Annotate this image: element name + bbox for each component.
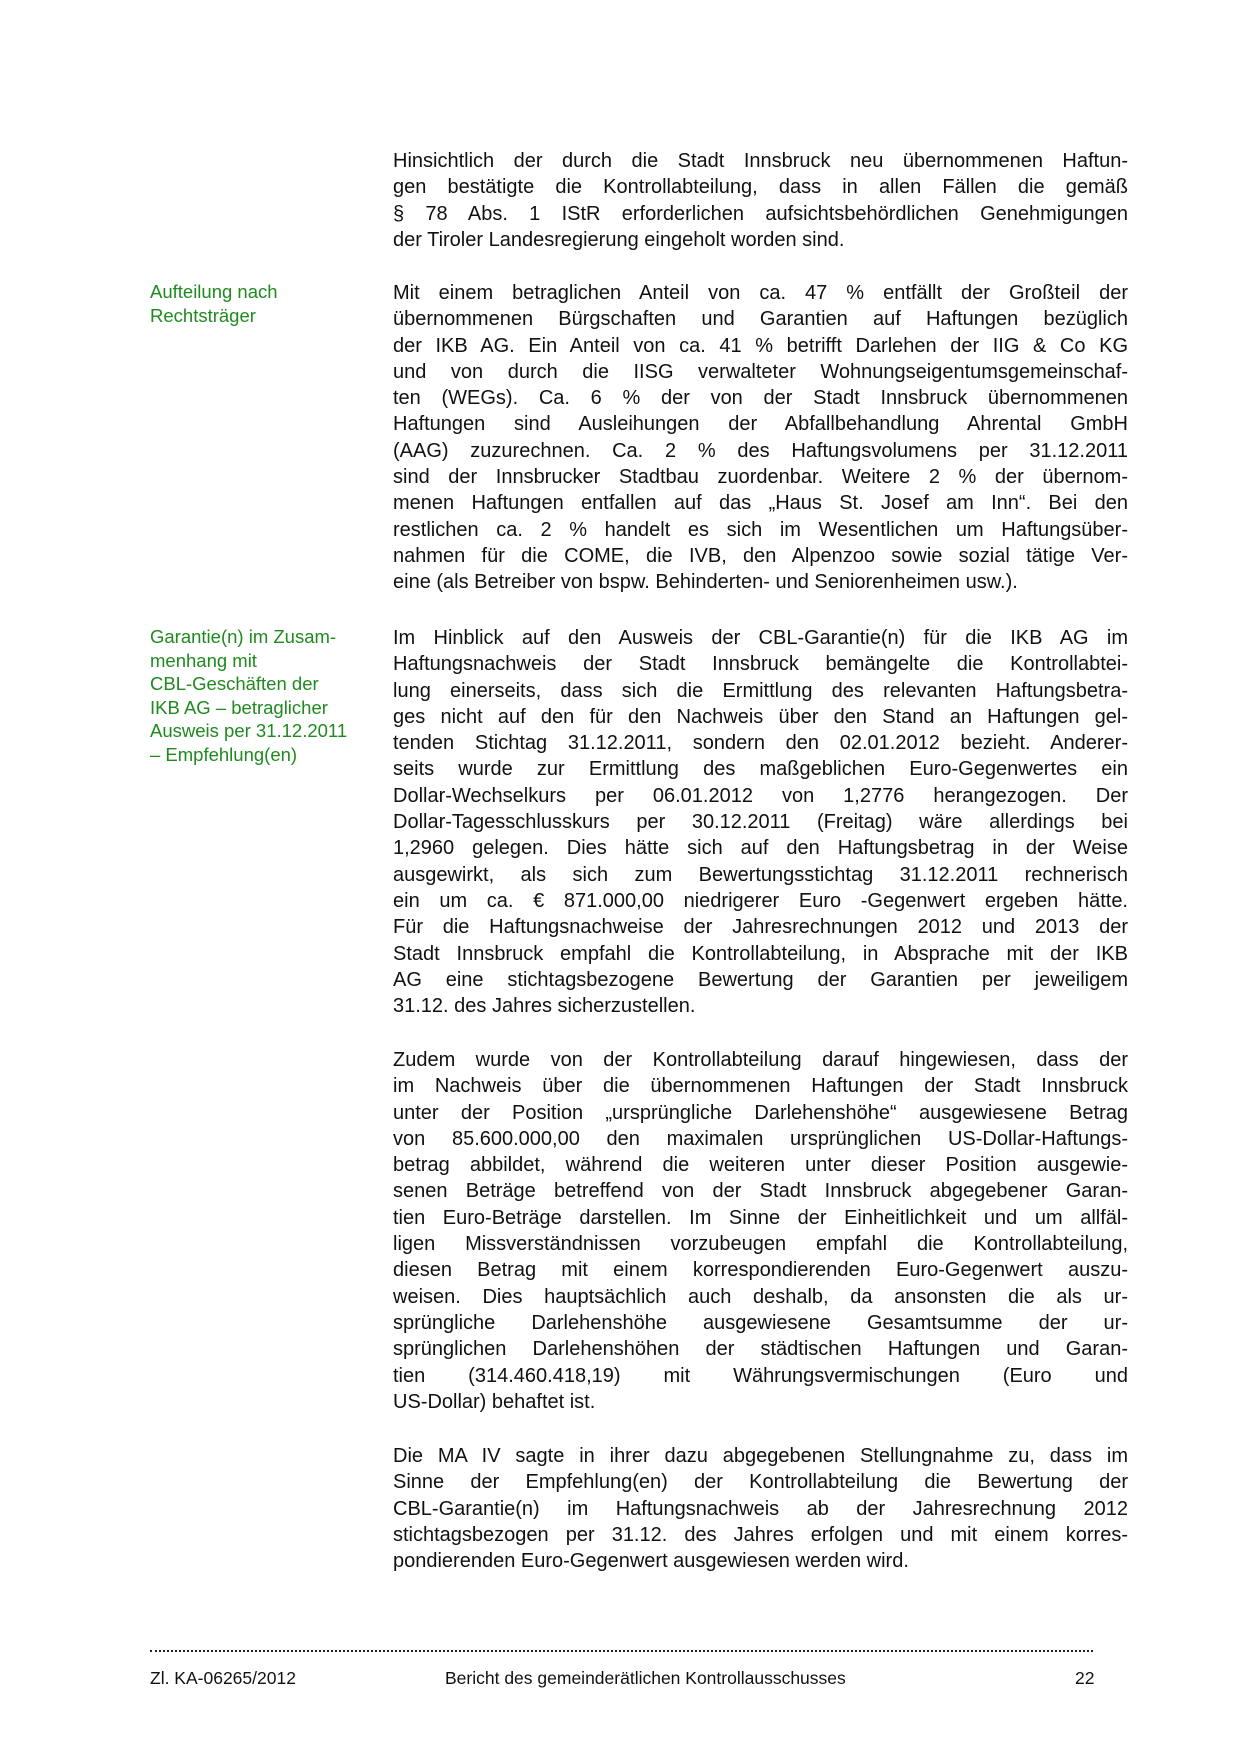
- sidenote-cbl-garantie: [150, 625, 380, 767]
- text-line: Hinsichtlich der durch die Stadt Innsbruck neu übernommenen Haftun-: [393, 150, 1128, 172]
- sidenote-line: Rechtsträger: [150, 304, 256, 326]
- sidenote-line: CBL-Geschäften der: [150, 673, 319, 695]
- text-line: ligen Missverständnissen vorzubeugen empfahl die Kontrollabteilung,: [393, 1233, 1128, 1256]
- paragraph-stellungnahme: [393, 1443, 1128, 1574]
- text-line: im Nachweis über die übernommenen Haftungen der Stadt Innsbruck: [393, 1075, 1128, 1098]
- text-line: nahmen für die COME, die IVB, den Alpenzoo sowie sozial tätige Ver-: [393, 544, 1128, 567]
- text-line: Haftungen sind Ausleihungen der Abfallbehandlung Ahrental GmbH: [393, 413, 1128, 436]
- text-line: Zudem wurde von der Kontrollabteilung darauf hingewiesen, dass der: [393, 1049, 1128, 1071]
- text-line: senen Beträge betreffend von der Stadt Innsbruck abgegebener Garan-: [393, 1180, 1128, 1203]
- text-line: unter der Position „ursprüngliche Darlehenshöhe“ ausgewiesene Betrag: [393, 1101, 1128, 1124]
- text-line: Mit einem betraglichen Anteil von ca. 47 % entfällt der Großteil der: [393, 282, 1128, 304]
- sidenote-line: – Empfehlung(en): [150, 743, 298, 765]
- text-line: von 85.600.000,00 den maximalen ursprünglichen US-Dollar-Haftungs-: [393, 1127, 1128, 1150]
- text-line: Haftungsnachweis der Stadt Innsbruck bemängelte die Kontrollabtei-: [393, 653, 1128, 676]
- text-line: weisen. Dies hauptsächlich auch deshalb, da ansonsten die als ur-: [393, 1285, 1128, 1308]
- paragraph-darlehenshoehe: [393, 1047, 1128, 1415]
- text-line: der IKB AG. Ein Anteil von ca. 41 % betrifft Darlehen der IIG & Co KG: [393, 334, 1128, 357]
- text-line: sprünglichen Darlehenshöhen der städtischen Haftungen und Garan-: [393, 1338, 1128, 1361]
- text-line: ten (WEGs). Ca. 6 % der von der Stadt Innsbruck übernommenen: [393, 387, 1128, 410]
- text-line: Stadt Innsbruck empfahl die Kontrollabteilung, in Absprache mit der IKB: [393, 942, 1128, 965]
- text-line: 31.12. des Jahres sicherzustellen.: [393, 995, 696, 1018]
- text-line: US-Dollar) behaftet ist.: [393, 1390, 596, 1413]
- paragraph-aufteilung-rechtstraeger: [393, 280, 1128, 596]
- text-line: seits wurde zur Ermittlung des maßgeblichen Euro-Gegenwertes ein: [393, 758, 1128, 781]
- text-line: Die MA IV sagte in ihrer dazu abgegebenen Stellungnahme zu, dass im: [393, 1445, 1128, 1467]
- text-line: Dollar-Wechselkurs per 06.01.2012 von 1,2776 herangezogen. Der: [393, 784, 1128, 807]
- paragraph-haftungen-genehmigung: [393, 148, 1128, 253]
- text-line: der Tiroler Landesregierung eingeholt worden sind.: [393, 228, 845, 251]
- text-line: Dollar-Tagesschlusskurs per 30.12.2011 (Freitag) wäre allerdings bei: [393, 811, 1128, 834]
- sidenote-line: Garantie(n) im Zusam-: [150, 626, 337, 647]
- footer-divider: [150, 1650, 1093, 1652]
- text-line: § 78 Abs. 1 IStR erforderlichen aufsichtsbehördlichen Genehmigungen: [393, 202, 1128, 225]
- text-line: tien (314.460.418,19) mit Währungsvermischungen (Euro und: [393, 1364, 1128, 1387]
- text-line: CBL-Garantie(n) im Haftungsnachweis ab der Jahresrechnung 2012: [393, 1497, 1128, 1520]
- text-line: restlichen ca. 2 % handelt es sich im Wesentlichen um Haftungsüber-: [393, 518, 1128, 541]
- text-line: ein um ca. € 871.000,00 niedrigerer Euro -Gegenwert ergeben hätte.: [393, 889, 1128, 912]
- text-line: übernommenen Bürgschaften und Garantien auf Haftungen bezüglich: [393, 308, 1128, 331]
- text-line: pondierenden Euro-Gegenwert ausgewiesen werden wird.: [393, 1550, 909, 1573]
- text-line: ges nicht auf den für den Nachweis über den Stand an Haftungen gel-: [393, 705, 1128, 728]
- paragraph-cbl-garantie: [393, 625, 1128, 1019]
- sidenote-line: Ausweis per 31.12.2011: [150, 720, 348, 742]
- text-line: Im Hinblick auf den Ausweis der CBL-Garantie(n) für die IKB AG im: [393, 627, 1128, 649]
- page-number: 22: [1075, 1668, 1095, 1688]
- sidenote-line: menhang mit: [150, 649, 257, 671]
- sidenote-line: IKB AG – betraglicher: [150, 696, 328, 718]
- text-line: menen Haftungen entfallen auf das „Haus St. Josef am Inn“. Bei den: [393, 492, 1128, 515]
- text-line: lung einerseits, dass sich die Ermittlung des relevanten Haftungsbetra-: [393, 679, 1128, 702]
- sidenote-aufteilung: [150, 280, 380, 327]
- text-line: betrag abbildet, während die weiteren unter dieser Position ausgewie-: [393, 1154, 1128, 1177]
- text-line: tenden Stichtag 31.12.2011, sondern den 02.01.2012 bezieht. Anderer-: [393, 732, 1128, 755]
- text-line: stichtagsbezogen per 31.12. des Jahres erfolgen und mit einem korres-: [393, 1523, 1128, 1546]
- text-line: tien Euro-Beträge darstellen. Im Sinne der Einheitlichkeit und um allfäl-: [393, 1206, 1128, 1229]
- text-line: Für die Haftungsnachweise der Jahresrechnungen 2012 und 2013 der: [393, 916, 1128, 939]
- text-line: AG eine stichtagsbezogene Bewertung der Garantien per jeweiligem: [393, 968, 1128, 991]
- footer-reference: Zl. KA-06265/2012: [150, 1668, 296, 1688]
- text-line: Sinne der Empfehlung(en) der Kontrollabteilung die Bewertung der: [393, 1471, 1128, 1494]
- text-line: ausgewirkt, als sich zum Bewertungsstichtag 31.12.2011 rechnerisch: [393, 863, 1128, 886]
- footer-title: Bericht des gemeinderätlichen Kontrollausschusses: [445, 1668, 846, 1688]
- text-line: (AAG) zuzurechnen. Ca. 2 % des Haftungsvolumens per 31.12.2011: [393, 439, 1128, 462]
- text-line: diesen Betrag mit einem korrespondierenden Euro-Gegenwert auszu-: [393, 1259, 1128, 1282]
- text-line: sind der Innsbrucker Stadtbau zuordenbar. Weitere 2 % der übernom-: [393, 466, 1128, 489]
- sidenote-line: Aufteilung nach: [150, 281, 278, 302]
- text-line: eine (als Betreiber von bspw. Behinderten- und Seniorenheimen usw.).: [393, 571, 1018, 594]
- text-line: 1,2960 gelegen. Dies hätte sich auf den Haftungsbetrag in der Weise: [393, 837, 1128, 860]
- text-line: sprüngliche Darlehenshöhe ausgewiesene Gesamtsumme der ur-: [393, 1311, 1128, 1334]
- text-line: und von durch die IISG verwalteter Wohnungseigentumsgemeinschaf-: [393, 360, 1128, 383]
- text-line: gen bestätigte die Kontrollabteilung, dass in allen Fällen die gemäß: [393, 176, 1128, 199]
